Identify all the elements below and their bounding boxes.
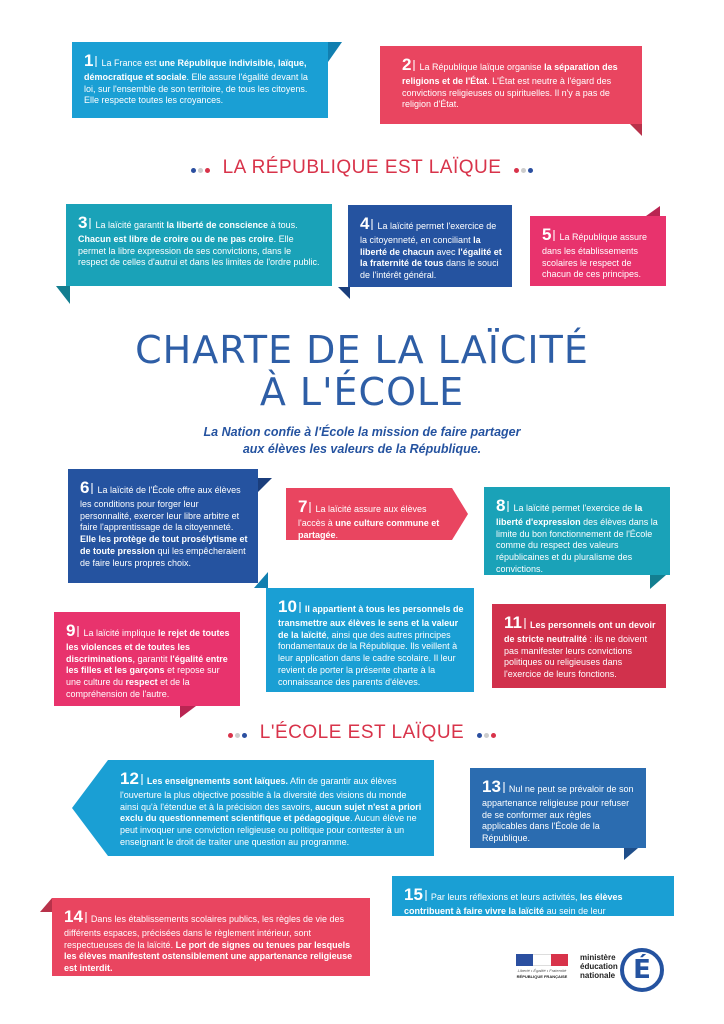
- fold-shape: [56, 286, 70, 304]
- fold-shape: [40, 898, 52, 912]
- marianne-logo: Liberté • Égalité • Fraternité RÉPUBLIQUE FRANÇAISE: [516, 954, 568, 979]
- fold-shape: [452, 488, 468, 540]
- article-15: 15 Par leurs réflexions et leurs activités, les élèves contribuent à faire vivre la laïcité au sein de leur établissement.: [392, 876, 674, 916]
- article-8: 8 La laïcité permet l'exercice de la liberté d'expression des élèves dans la limite du bon fonctionnement de l'École comme du respect des valeurs républicaines et du pluralisme des convictions.: [484, 487, 670, 575]
- article-6: 6 La laïcité de l'École offre aux élèves les conditions pour forger leur personnalité, exercer leur libre arbitre et faire l'apprentissage de la citoyenneté. Elle les protège de tout prosélytisme et de toute pression qui les empêcheraient de faire leurs propres choix.: [68, 469, 258, 583]
- article-number: 13: [482, 777, 501, 796]
- article-number: 7: [298, 497, 308, 516]
- article-number: 1: [84, 51, 94, 70]
- tricolor-dots: [513, 157, 534, 179]
- article-number: 2: [402, 55, 412, 74]
- article-9: 9 La laïcité implique le rejet de toutes les violences et de toutes les discriminations, garantit l'égalité entre les filles et les garçons et repose sur une culture du respect et de la compréhension de l'autre.: [54, 612, 240, 706]
- fold-shape: [254, 572, 268, 588]
- tricolor-dots: [190, 157, 211, 179]
- article-number: 15: [404, 885, 423, 904]
- tricolor-dots: [476, 722, 497, 744]
- article-14: 14 Dans les établissements scolaires publics, les règles de vie des différents espaces, précisées dans le règlement intérieur, sont respectueuses de la laïcité. Le port de signes ou tenues par lesquels les élèves manifestent ostensiblement une appartenance religieuse est interdit.: [52, 898, 370, 976]
- fold-shape: [180, 706, 196, 718]
- article-5: 5 La République assure dans les établissements scolaires le respect de chacun de ces principes.: [530, 216, 666, 286]
- article-number: 9: [66, 621, 76, 640]
- article-number: 5: [542, 225, 552, 244]
- article-number: 11: [504, 613, 522, 632]
- article-number: 4: [360, 214, 370, 233]
- article-12: 12 Les enseignements sont laïques. Afin de garantir aux élèves l'ouverture la plus objective possible à la diversité des visions du monde ainsi qu'à l'étendue et à la précision des savoirs, aucun sujet n'est a priori exclu du questionnement scientifique et pédagogique. Aucun élève ne peut invoquer une conviction religieuse ou politique pour contester à un enseignant le droit de traiter une question au programme.: [108, 760, 434, 856]
- article-number: 12: [120, 769, 139, 788]
- article-11: 11 Les personnels ont un devoir de stricte neutralité : ils ne doivent pas manifester leurs convictions politiques ou religieuses dans l'exercice de leurs fonctions.: [492, 604, 666, 688]
- main-title: CHARTE DE LA LAÏCITÉ À L'ÉCOLE: [135, 328, 589, 414]
- section-title-ecole: L'ÉCOLE EST LAÏQUE: [0, 722, 724, 744]
- article-2: 2 La République laïque organise la séparation des religions et de l'État. L'État est neutre à l'égard des convictions religieuses ou spirituelles. Il n'y a pas de religion d'État.: [380, 46, 642, 124]
- fold-shape: [650, 575, 666, 589]
- subtitle: La Nation confie à l'École la mission de faire partager aux élèves les valeurs de la République.: [203, 425, 521, 456]
- article-3: 3 La laïcité garantit la liberté de conscience à tous. Chacun est libre de croire ou de ne pas croire. Elle permet la libre expression de ses convictions, dans le respect de celles d'autrui et dans les limites de l'ordre public.: [66, 204, 332, 286]
- article-number: 3: [78, 213, 88, 232]
- article-number: 10: [278, 597, 297, 616]
- ministere-logo: ministère éducation nationale É: [580, 948, 670, 998]
- fold-shape: [624, 848, 638, 860]
- fold-shape: [72, 760, 108, 856]
- fold-shape: [338, 287, 350, 299]
- section-title-republique: LA RÉPUBLIQUE EST LAÏQUE: [0, 157, 724, 179]
- article-number: 14: [64, 907, 83, 926]
- fold-shape: [328, 42, 342, 62]
- fold-shape: [646, 206, 660, 216]
- article-4: 4 La laïcité permet l'exercice de la citoyenneté, en conciliant la liberté de chacun avec l'égalité et la fraternité de tous dans le souci de l'intérêt général.: [348, 205, 512, 287]
- fold-shape: [258, 478, 272, 492]
- tricolor-dots: [227, 722, 248, 744]
- article-7: 7 La laïcité assure aux élèves l'accès à une culture commune et partagée.: [286, 488, 452, 540]
- article-10: 10 Il appartient à tous les personnels de transmettre aux élèves le sens et la valeur de la laïcité, ainsi que des autres principes fondamentaux de la République. Ils veillent à leur application dans le cadre scolaire. Il leur revient de porter la présente charte à la connaissance des parents d'élèves.: [266, 588, 474, 692]
- article-13: 13 Nul ne peut se prévaloir de son appartenance religieuse pour refuser de se conformer aux règles applicables dans l'École de la République.: [470, 768, 646, 848]
- e-accent-logo-icon: É: [620, 948, 664, 992]
- flag-icon: [516, 954, 568, 966]
- article-number: 6: [80, 478, 90, 497]
- article-1: 1 La France est une République indivisible, laïque, démocratique et sociale. Elle assure l'égalité devant la loi, sur l'ensemble de son territoire, de tous les citoyens. Elle respecte toutes les croyances.: [72, 42, 328, 118]
- fold-shape: [630, 124, 642, 136]
- article-number: 8: [496, 496, 506, 515]
